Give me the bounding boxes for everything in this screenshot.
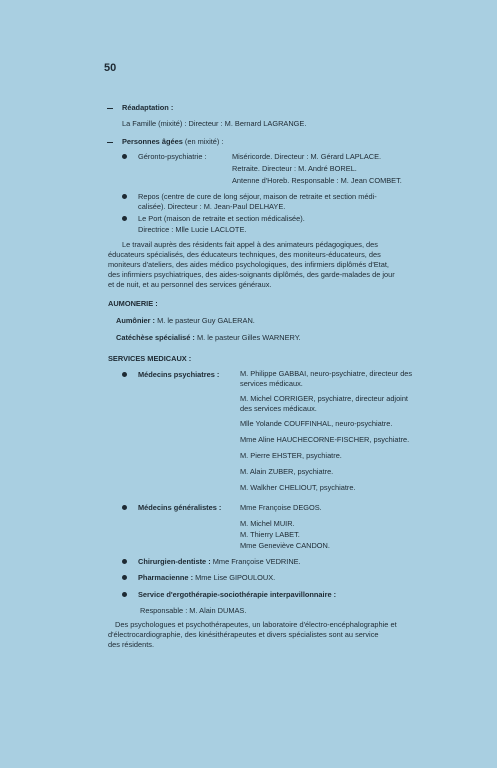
psy-line: Mlle Yolande COUFFINHAL, neuro-psychiatre.	[240, 419, 393, 428]
psy-line: M. Walkher CHELIOUT, psychiatre.	[240, 483, 356, 492]
personnes-agees-heading: Personnes âgées	[122, 137, 183, 146]
closing-paragraph-line: d'électrocardiographie, des kinésithérapeutes et divers spécialistes sont au service	[108, 630, 379, 639]
psy-line: services médicaux.	[240, 379, 303, 388]
travail-paragraph-line: et de nuit, et au personnel des services généraux.	[108, 280, 272, 289]
travail-paragraph-line: éducateurs spécialisés, des éducateurs techniques, des moniteurs-éducateurs, des	[108, 250, 381, 259]
travail-paragraph-line: moniteurs d'ateliers, des aides médico psychologiques, des infirmiers diplômés d'Etat,	[108, 260, 389, 269]
closing-paragraph-line: Des psychologues et psychothérapeutes, un laboratoire d'électro-encéphalographie et	[115, 620, 397, 629]
dentiste-value: Mme Françoise VEDRINE.	[212, 557, 301, 566]
aumonier-value: M. le pasteur Guy GALERAN.	[157, 316, 255, 325]
pharma-line	[138, 573, 275, 582]
services-heading: SERVICES MEDICAUX :	[108, 354, 192, 363]
psy-line: Mme Aline HAUCHECORNE-FISCHER, psychiatre.	[240, 435, 410, 444]
bullet-icon	[122, 194, 127, 199]
travail-paragraph-line: des infirmiers psychiatriques, des aides-soignants diplômés, des garde-malades de jour	[108, 270, 395, 279]
dash-marker	[107, 108, 113, 109]
bullet-icon	[122, 505, 127, 510]
dentiste-label: Chirurgien-dentiste :	[138, 557, 211, 566]
gen-line: M. Thierry LABET.	[240, 530, 300, 539]
pharma-value: Mme Lise GIPOULOUX.	[195, 573, 276, 582]
catechese-label: Catéchèse spécialisé :	[116, 333, 195, 342]
dash-marker	[107, 142, 113, 143]
gen-line: Mme Françoise DEGOS.	[240, 503, 322, 512]
personnes-agees-suffix: (en mixité) :	[184, 137, 224, 146]
catechese-value: M. le pasteur Gilles WARNERY.	[196, 333, 301, 342]
bullet-icon	[122, 559, 127, 564]
personnes-agees-heading-line	[122, 137, 223, 146]
psy-line: M. Alain ZUBER, psychiatre.	[240, 467, 334, 476]
dentiste-line	[138, 557, 301, 566]
repos-line: Repos (centre de cure de long séjour, maison de retraite et section médi-	[138, 192, 377, 201]
geronto-label: Géronto-psychiatrie :	[138, 152, 207, 161]
geronto-line: Antenne d'Horeb. Responsable : M. Jean COMBET.	[232, 176, 402, 185]
bullet-icon	[122, 372, 127, 377]
catechese-line	[116, 333, 301, 342]
bullet-icon	[122, 154, 127, 159]
port-line: Directrice : Mlle Lucie LACLOTE.	[138, 225, 247, 234]
psy-line: des services médicaux.	[240, 404, 317, 413]
ergo-label: Service d'ergothérapie-sociothérapie interpavillonnaire :	[138, 590, 337, 599]
aumonerie-heading: AUMONERIE :	[108, 299, 158, 308]
readaptation-line: La Famille (mixité) : Directeur : M. Bernard LAGRANGE.	[122, 119, 307, 128]
bullet-icon	[122, 592, 127, 597]
port-line: Le Port (maison de retraite et section médicalisée).	[138, 214, 305, 223]
psy-line: M. Michel CORRIGER, psychiatre, directeur adjoint	[240, 394, 408, 403]
pharma-label: Pharmacienne :	[138, 573, 194, 582]
gen-label: Médecins généralistes :	[138, 503, 222, 512]
bullet-icon	[122, 216, 127, 221]
page-number: 50	[104, 62, 117, 74]
repos-line: calisée). Directeur : M. Jean-Paul DELHAYE.	[138, 202, 286, 211]
readaptation-heading: Réadaptation :	[122, 103, 174, 112]
gen-line: M. Michel MUIR.	[240, 519, 295, 528]
travail-paragraph-line: Le travail auprès des résidents fait appel à des animateurs pédagogiques, des	[122, 240, 378, 249]
bullet-icon	[122, 575, 127, 580]
ergo-responsable: Responsable : M. Alain DUMAS.	[140, 606, 247, 615]
psy-line: M. Philippe GABBAI, neuro-psychiatre, directeur des	[240, 369, 413, 378]
psy-line: M. Pierre EHSTER, psychiatre.	[240, 451, 342, 460]
geronto-line: Miséricorde. Directeur : M. Gérard LAPLACE.	[232, 152, 382, 161]
closing-paragraph-line: des résidents.	[108, 640, 155, 649]
aumonier-line	[116, 316, 255, 325]
gen-line: Mme Geneviève CANDON.	[240, 541, 330, 550]
psy-label: Médecins psychiatres :	[138, 370, 220, 379]
geronto-line: Retraite. Directeur : M. André BOREL.	[232, 164, 357, 173]
aumonier-label: Aumônier :	[116, 316, 156, 325]
